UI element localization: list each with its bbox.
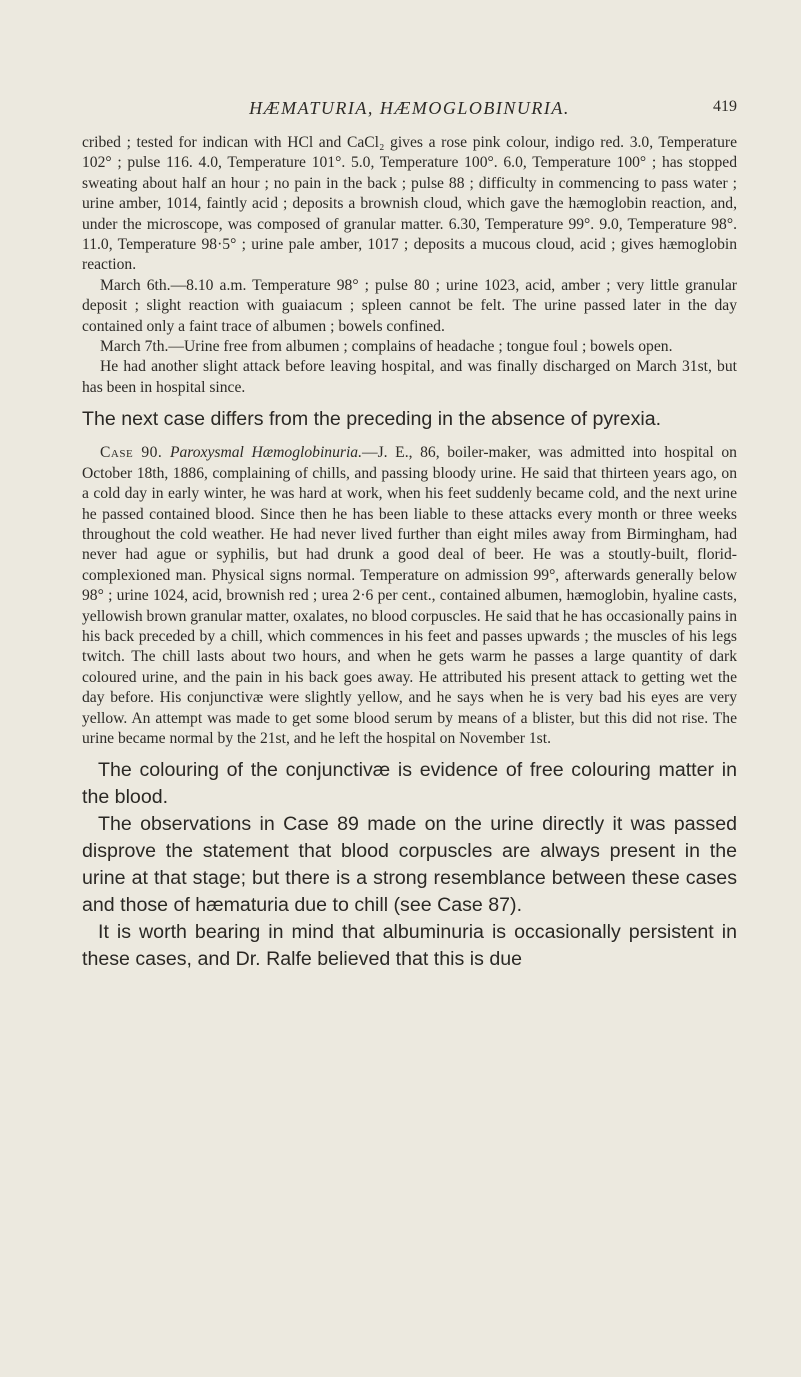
page-header — [82, 98, 737, 126]
paragraph-case-90 — [82, 443, 737, 749]
paragraph-conjunctivae: The colouring of the conjunctivæ is evidence of free colouring matter in the blood. — [82, 759, 737, 809]
paragraph-next-case-intro: The next case differs from the preceding in the absence of pyrexia. — [82, 408, 662, 431]
page-body — [82, 133, 737, 973]
case-90-text: —J. E., 86, boiler-maker, was admitted into hospital on October 18th, 1886, complaining of chills, and passing bloody urine. He said that thirteen years ago, on a cold day in early winter, he was hard at work, when his feet suddenly became cold, and the next urine he passed contained blood. Since then he has been liable to these attacks every month or three weeks throughout the cold weather. He had never lived further than eight miles away from Birmingham, had never had ague or syphilis, but had drunk a good deal of beer. He was a stoutly-built, florid-complexioned man. Physical signs normal. Temperature on admission 99°, afterwards generally below 98° ; urine 1024, acid, brownish red ; urea 2·6 per cent., contained albumen, hæmoglobin, hyaline casts, yellowish brown granular matter, oxalates, no blood corpuscles. He said that he has occasionally pains in his back preceded by a chill, which commences in his feet and passes upwards ; the muscles of his legs twitch. The chill lasts about two hours, and when he gets warm he passes a large quantity of dark coloured urine, and the pain in his back goes away. He attributed his present attack to getting wet the day before. His conjunctivæ were slightly yellow, and he says when he is very bad his eyes are very yellow. An attempt was made to get some blood serum by means of a blister, but this did not rise. The urine became normal by the 21st, and he left the hospital on November 1st. — [82, 444, 738, 747]
paragraph-observations: The observations in Case 89 made on the urine directly it was passed disprove the statement that blood corpuscles are always present in the urine at that stage; but there is a strong resemblance between these cases and those of hæmaturia due to chill (see Case 87). — [82, 813, 737, 917]
running-title: HÆMATURIA, HÆMOGLOBINURIA. — [249, 98, 570, 118]
case-label: Case 90. — [100, 444, 163, 462]
paragraph-albuminuria: It is worth bearing in mind that albuminuria is occasionally persistent in these cases, and Dr. Ralfe believed that this is due — [82, 921, 737, 971]
page-number: 419 — [713, 98, 737, 115]
paragraph-march-6th: March 6th.—8.10 a.m. Temperature 98° ; pulse 80 ; urine 1023, acid, amber ; very little granular deposit ; slight reaction with guaiacum ; spleen cannot be felt. The urine passed later in the day contained only a faint trace of albumen ; bowels confined. — [82, 276, 737, 335]
paragraph-continued-case-notes: cribed ; tested for indican with HCl and CaCl₂ gives a rose pink colour, indigo red. 3.0, Temperature 102° ; pulse 116. 4.0, Temperature 101°. 5.0, Temperature 100°. 6.0, Temperature 100° ; has stopped sweating about half an hour ; no pain in the back ; pulse 88 ; difficulty in commencing to pass water ; urine amber, 1014, faintly acid ; deposits a brownish cloud, which gave the hæmoglobin reaction, and, under the microscope, was composed of granular matter. 6.30, Temperature 99°. 9.0, Temperature 98°. 11.0, Temperature 98·5° ; urine pale amber, 1017 ; deposits a mucous cloud, acid ; gives hæmoglobin reaction. — [82, 134, 737, 274]
case-title: Paroxysmal Hæmoglobinuria. — [169, 444, 362, 462]
paragraph-march-7th: March 7th.—Urine free from albumen ; complains of headache ; tongue foul ; bowels open. — [100, 338, 673, 356]
paragraph-discharge: He had another slight attack before leaving hospital, and was finally discharged on March 31st, but has been in hospital since. — [82, 358, 737, 396]
